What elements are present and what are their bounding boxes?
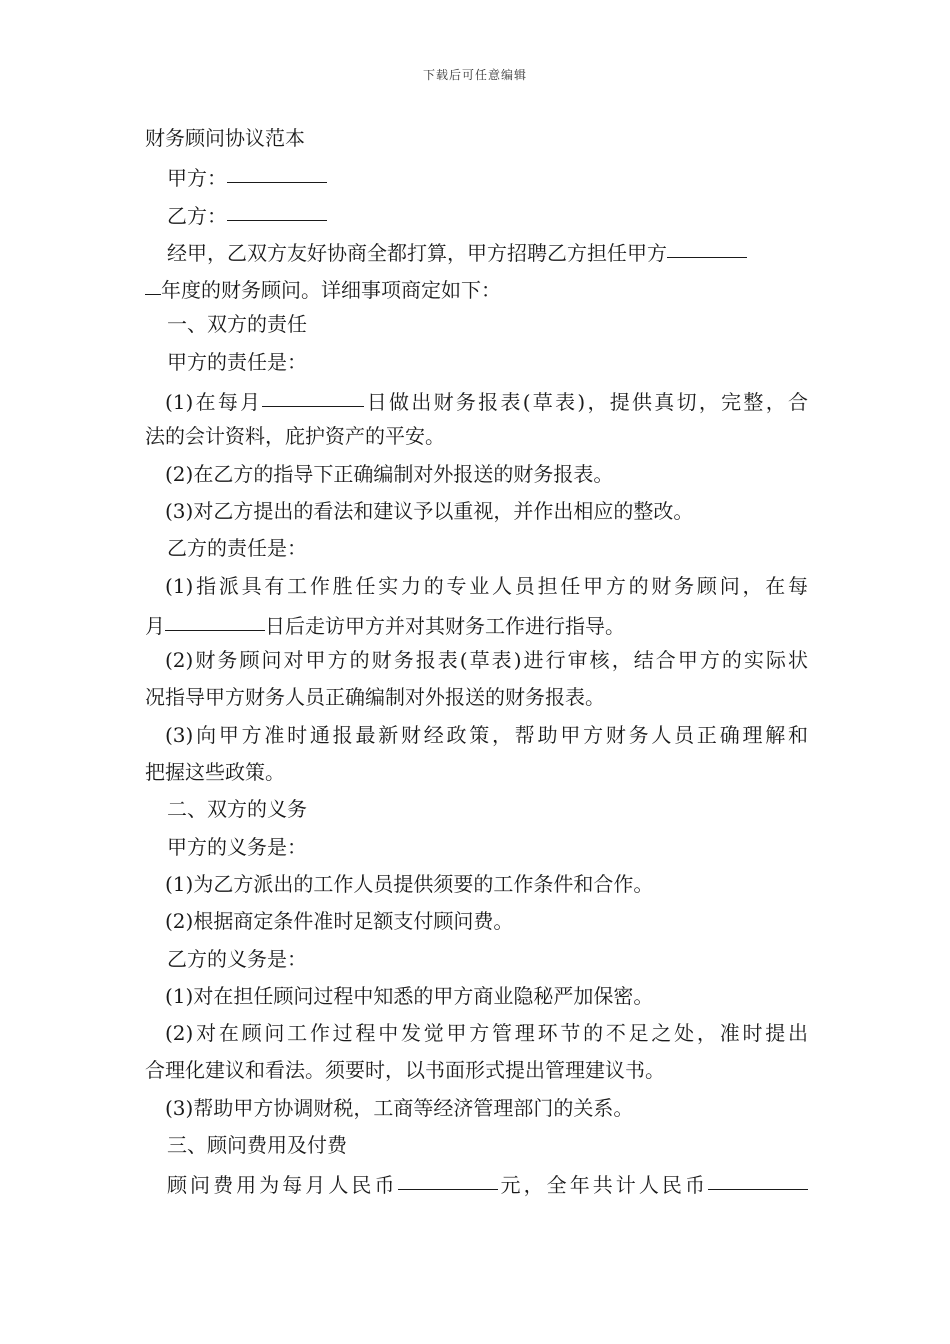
- party-a-duty-1-post: 日做出财务报表(草表)，提供真切，完整，合: [364, 390, 808, 415]
- party-b-obligation-2-line-2: 合理化建议和看法。须要时，以书面形式提出管理建议书。: [145, 1058, 665, 1083]
- party-a-duty-3: (3)对乙方提出的看法和建议予以重视，并作出相应的整改。: [165, 498, 694, 523]
- party-a-obligation-1: (1)为乙方派出的工作人员提供须要的工作条件和合作。: [165, 871, 654, 896]
- party-b-label: 乙方：: [167, 203, 227, 228]
- party-b-obligation-2-line-1: (2)对在顾问工作过程中发觉甲方管理环节的不足之处，准时提出: [165, 1021, 808, 1046]
- intro-text-1: 经甲，乙双方友好协商全都打算，甲方招聘乙方担任甲方: [167, 240, 667, 265]
- section-heading-2: 二、双方的义务: [167, 797, 307, 822]
- party-b-duty-1-line-2: [145, 605, 808, 642]
- party-b-duty-1-line-1: (1)指派具有工作胜任实力的专业人员担任甲方的财务顾问，在每: [165, 573, 808, 598]
- party-a-label: 甲方：: [167, 166, 227, 191]
- annual-fee-blank: [708, 1164, 808, 1190]
- party-b-obligation-heading: 乙方的义务是：: [167, 946, 307, 971]
- party-b-blank: [227, 195, 327, 221]
- year-blank: [667, 232, 747, 258]
- intro-text-2: 年度的财务顾问。详细事项商定如下：: [161, 278, 501, 303]
- party-a-obligation-heading: 甲方的义务是：: [167, 834, 307, 859]
- year-blank-continued: [145, 269, 161, 295]
- party-a-obligation-2: (2)根据商定条件准时足额支付顾问费。: [165, 909, 514, 934]
- report-day-blank: [262, 381, 364, 407]
- agreement-body: [145, 120, 808, 1202]
- page-header-note: 下载后可任意编辑: [422, 68, 527, 82]
- fee-text-mid: 元，全年共计人民币: [497, 1173, 708, 1198]
- party-b-duty-3-line-2: 把握这些政策。: [145, 760, 285, 785]
- party-b-duty-3-line-1: (3)向甲方准时通报最新财经政策，帮助甲方财务人员正确理解和: [165, 722, 808, 747]
- party-a-line: [145, 157, 808, 194]
- fee-line: [145, 1164, 808, 1201]
- party-a-duty-1-line-1: [145, 381, 808, 418]
- visit-day-blank: [165, 605, 265, 631]
- section-heading-3: 三、顾问费用及付费: [167, 1133, 347, 1158]
- intro-line-1: [145, 232, 808, 269]
- party-b-duty-2-line-1: (2)财务顾问对甲方的财务报表(草表)进行审核，结合甲方的实际状: [165, 648, 808, 673]
- party-a-duty-2: (2)在乙方的指导下正确编制对外报送的财务报表。: [165, 461, 614, 486]
- party-a-blank: [227, 157, 327, 183]
- monthly-fee-blank: [398, 1164, 498, 1190]
- intro-line-2: [145, 269, 808, 306]
- section-heading-1: 一、双方的责任: [167, 312, 307, 337]
- party-b-line: [145, 195, 808, 232]
- party-b-duty-1-pre: 月: [145, 613, 165, 638]
- document-title: 财务顾问协议范本: [145, 126, 305, 150]
- party-a-duty-1-line-2: 法的会计资料，庇护资产的平安。: [145, 424, 445, 449]
- party-a-duty-heading: 甲方的责任是：: [167, 349, 307, 374]
- party-b-obligation-3: (3)帮助甲方协调财税，工商等经济管理部门的关系。: [165, 1095, 634, 1120]
- fee-text-pre: 顾问费用为每月人民币: [167, 1173, 398, 1198]
- party-b-obligation-1: (1)对在担任顾问过程中知悉的甲方商业隐秘严加保密。: [165, 983, 654, 1008]
- party-b-duty-2-line-2: 况指导甲方财务人员正确编制对外报送的财务报表。: [145, 685, 605, 710]
- party-b-duty-heading: 乙方的责任是：: [167, 536, 307, 561]
- party-b-duty-1-post: 日后走访甲方并对其财务工作进行指导。: [265, 613, 625, 638]
- party-a-duty-1-pre: (1)在每月: [165, 390, 263, 415]
